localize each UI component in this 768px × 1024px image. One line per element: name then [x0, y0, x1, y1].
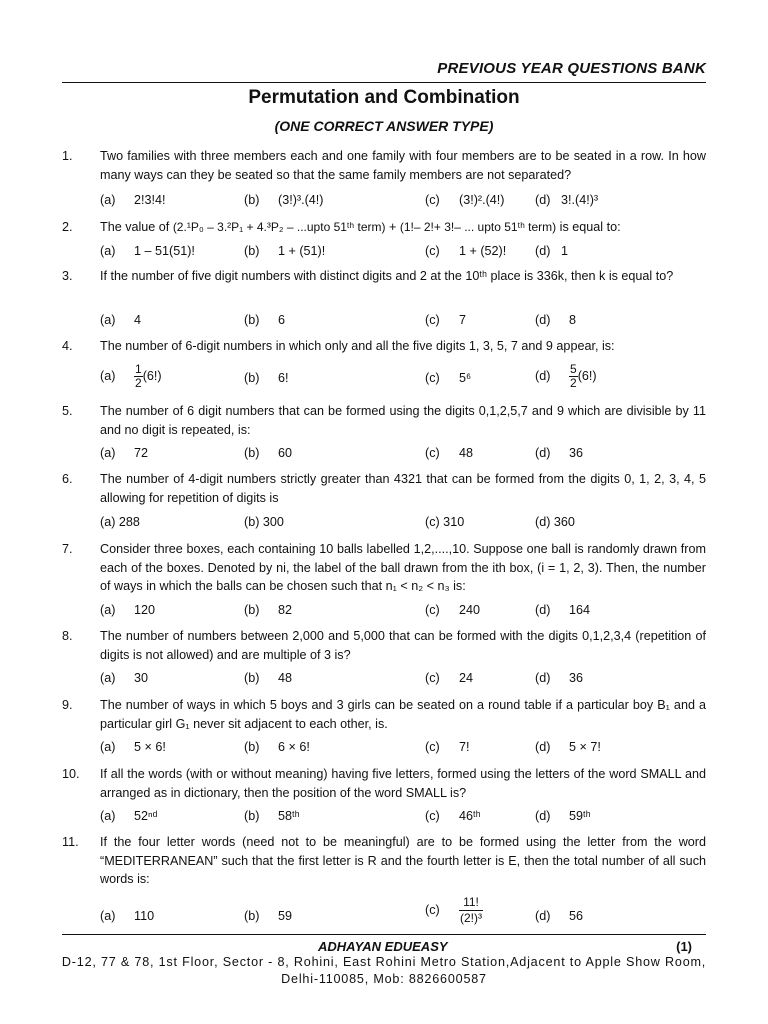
- footer-address-line-2: Delhi-110085, Mob: 8826600587: [281, 972, 487, 986]
- page-subtitle: (ONE CORRECT ANSWER TYPE): [274, 118, 494, 134]
- option-b: (b) 82: [244, 603, 293, 617]
- option-d: (d) $\frac{5}{2}$ (6!): [535, 362, 597, 390]
- question-8: [62, 627, 706, 664]
- question-text: The number of 4-digit numbers strictly greater than 4321 that can be formed from the digits 0, 1, 2, 3, 4, 5 allowing for repetition of digits is: [100, 472, 706, 505]
- option-c: (c) 46ᵗʰ: [425, 809, 481, 823]
- option-a: (a) 110: [100, 909, 155, 923]
- question-text: If the number of five digit numbers with distinct digits and 2 at the 10ᵗʰ place is 336k, then k is equal to?: [100, 269, 674, 283]
- option-a: (a) 30: [100, 671, 149, 685]
- option-d: (d) 360: [535, 515, 575, 529]
- question-bank-heading: PREVIOUS YEAR QUESTIONS BANK: [437, 60, 706, 77]
- option-a: (a) 72: [100, 446, 149, 460]
- option-c: (c) $\frac{11!}{\text{(2!)³}}$: [425, 895, 482, 925]
- option-c: (c) 7!: [425, 740, 470, 754]
- option-d: (d) 1: [535, 244, 569, 258]
- option-b: (b) 6: [244, 313, 286, 327]
- option-b: (b) 60: [244, 446, 293, 460]
- question-text: The number of 6-digit numbers in which only and all the five digits 1, 3, 5, 7 and 9 appear, is:: [100, 339, 615, 353]
- option-c: (c) 24: [425, 671, 474, 685]
- page-title: Permutation and Combination: [248, 87, 520, 108]
- question-number: 11.: [62, 835, 79, 849]
- question-text: The value of (2.¹P₀ – 3.²P₁ + 4.³P₂ – ...upto 51ᵗʰ term) + (1!– 2!+ 3!– ... upto 51ᵗʰ term) is equal to:: [100, 220, 621, 234]
- footer-address-line-1: D-12, 77 & 78, 1st Floor, Sector - 8, Rohini, East Rohini Metro Station,Adjacent to Apple Show Room,: [61, 955, 707, 969]
- question-2: [62, 218, 706, 237]
- question-number: 8.: [62, 629, 73, 643]
- question-1: [62, 147, 706, 184]
- option-c: (c) 5⁶: [425, 371, 472, 385]
- fraction: $\frac{5}{2}$: [570, 362, 577, 390]
- question-number: 1.: [62, 149, 73, 163]
- question-7: [62, 540, 706, 596]
- footer-rule: [62, 934, 706, 935]
- question-text: The number of ways in which 5 boys and 3 girls can be seated on a round table if a particular boy B₁ and a particular girl G₁ never sit adjacent to each other, is.: [100, 698, 706, 731]
- option-b: (b) 300: [244, 515, 284, 529]
- option-a: (a) 5 × 6!: [100, 740, 166, 754]
- option-c: (c) 1 + (52)!: [425, 244, 507, 258]
- series-expression-2: (1!– 2!+ 3!– ... upto 51ᵗʰ term): [399, 220, 557, 234]
- option-a: (a) $\frac{1}{2}$ (6!): [100, 362, 162, 390]
- option-d: (d) 164: [535, 603, 591, 617]
- question-5: [62, 402, 706, 439]
- question-number: 3.: [62, 269, 73, 283]
- question-text: If all the words (with or without meaning) having five letters, formed using the letters of the word SMALL and arranged as in dictionary, then the position of the word SMALL is?: [100, 767, 706, 800]
- question-4: [62, 337, 706, 356]
- series-expression-1: (2.¹P₀ – 3.²P₁ + 4.³P₂ – ...upto 51ᵗʰ term): [172, 220, 386, 234]
- question-number: 2.: [62, 220, 73, 234]
- option-a: (a) 288: [100, 515, 140, 529]
- question-10: [62, 765, 706, 802]
- option-b: (b) 59: [244, 909, 293, 923]
- question-3: [62, 267, 706, 286]
- question-number: 10.: [62, 767, 80, 781]
- question-number: 5.: [62, 404, 73, 418]
- option-c: (c) 240: [425, 603, 481, 617]
- option-d: (d) 36: [535, 671, 584, 685]
- option-c: (c) 310: [425, 515, 465, 529]
- option-d: (d) 56: [535, 909, 584, 923]
- option-b: (b) 6 × 6!: [244, 740, 310, 754]
- header-rule: [62, 82, 706, 83]
- option-b: (b) (3!)³.(4!): [244, 193, 324, 207]
- option-c: (c) (3!)².(4!): [425, 193, 505, 207]
- option-d: (d) 3!.(4!)³: [535, 193, 599, 207]
- fraction: $\frac{11!}{\text{(2!)³}}$: [460, 895, 482, 925]
- question-text: The number of numbers between 2,000 and 5,000 that can be formed with the digits 0,1,2,3,4 (repetition of digits is not allowed) and are multiple of 3 is?: [100, 629, 706, 662]
- question-text: Two families with three members each and one family with four members are to be seated in a row. In how many ways can they be seated so that the same family members are not separated?: [100, 149, 706, 182]
- option-a: (a) 4: [100, 313, 142, 327]
- option-a: (a) 1 – 51(51)!: [100, 244, 195, 258]
- page-number: (1): [676, 939, 692, 954]
- question-11: [62, 833, 706, 889]
- question-number: 7.: [62, 542, 73, 556]
- option-a: (a) 120: [100, 603, 156, 617]
- option-d: (d) 36: [535, 446, 584, 460]
- question-text: If the four letter words (need not to be meaningful) are to be formed using the letter from the word “MEDITERRANEAN” such that the first letter is R and the fourth letter is E, then the total number of all such words is:: [100, 835, 706, 886]
- question-text: The number of 6 digit numbers that can be formed using the digits 0,1,2,5,7 and 9 which are divisible by 11 and no digit is repeated, is:: [100, 404, 706, 437]
- option-d: (d) 8: [535, 313, 577, 327]
- question-text: Consider three boxes, each containing 10 balls labelled 1,2,....,10. Suppose one ball is randomly drawn from each of the boxes. Denoted by ni, the label of the ball drawn from the ith box, (i = 1, 2, 3). Then, the number of ways in which the balls can be chosen such that n₁ < n₂ < n₃ is:: [100, 542, 706, 593]
- option-b: (b) 6!: [244, 371, 289, 385]
- fraction: $\frac{1}{2}$: [135, 362, 142, 390]
- option-b: (b) 48: [244, 671, 293, 685]
- question-6: [62, 470, 706, 507]
- question-9: [62, 696, 706, 733]
- option-d: (d) 59ᵗʰ: [535, 809, 591, 823]
- option-b: (b) 58ᵗʰ: [244, 809, 300, 823]
- option-a: (a) 2!3!4!: [100, 193, 166, 207]
- question-number: 4.: [62, 339, 73, 353]
- option-c: (c) 7: [425, 313, 467, 327]
- footer-brand: ADHAYAN EDUEASY: [318, 939, 448, 954]
- option-b: (b) 1 + (51)!: [244, 244, 326, 258]
- question-number: 9.: [62, 698, 73, 712]
- option-a: (a) 52ⁿᵈ: [100, 809, 158, 823]
- question-number: 6.: [62, 472, 73, 486]
- option-c: (c) 48: [425, 446, 474, 460]
- option-d: (d) 5 × 7!: [535, 740, 601, 754]
